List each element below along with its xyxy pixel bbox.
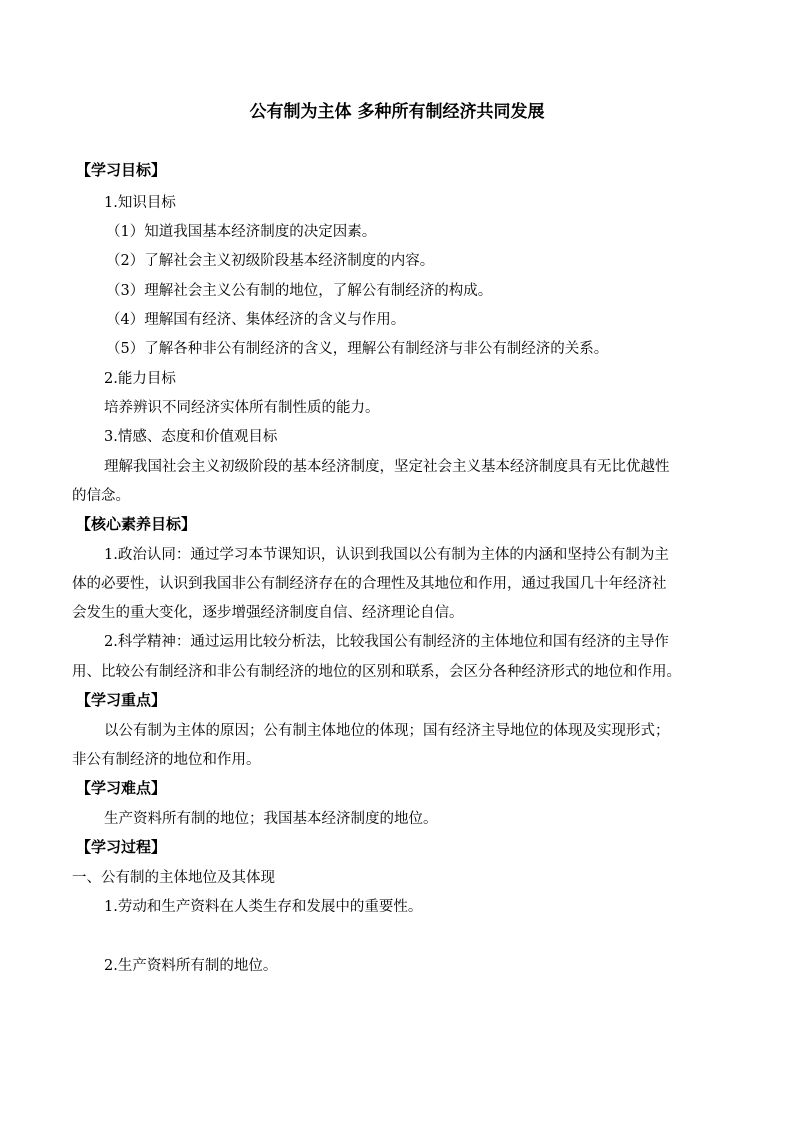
core-heading: 【核心素养目标】 — [76, 515, 197, 533]
emotion-goal: 3.情感、态度和价值观目标 — [104, 429, 278, 445]
key-line-1: 以公有制为主体的原因；公有制主体地位的体现；国有经济主导地位的体现及实现形式； — [104, 723, 670, 739]
ability-text: 培养辨识不同经济实体所有制性质的能力。 — [104, 400, 380, 416]
key-heading: 【学习重点】 — [76, 691, 167, 709]
part-1-heading: 一、公有制的主体地位及其体现 — [72, 870, 275, 886]
objectives-heading: 【学习目标】 — [76, 161, 167, 179]
knowledge-item-2: （2）了解社会主义初级阶段基本经济制度的内容。 — [106, 253, 435, 269]
document-title: 公有制为主体 多种所有制经济共同发展 — [249, 102, 545, 122]
knowledge-item-1: （1）知道我国基本经济制度的决定因素。 — [106, 224, 377, 240]
knowledge-item-4: （4）理解国有经济、集体经济的含义与作用。 — [106, 312, 406, 328]
difficult-text: 生产资料所有制的地位；我国基本经济制度的地位。 — [104, 811, 438, 827]
knowledge-goal: 1.知识目标 — [104, 195, 176, 211]
difficult-heading: 【学习难点】 — [76, 779, 167, 797]
knowledge-item-5: （5）了解各种非公有制经济的含义，理解公有制经济与非公有制经济的关系。 — [106, 341, 609, 357]
core-1-line-3: 会发生的重大变化，逐步增强经济制度自信、经济理论自信。 — [72, 605, 464, 621]
core-1-line-2: 体的必要性，认识到我国非公有制经济存在的合理性及其地位和作用，通过我国几十年经济社 — [72, 576, 667, 592]
process-item-1: 1.劳动和生产资料在人类生存和发展中的重要性。 — [104, 899, 423, 915]
core-2-line-1: 2.科学精神：通过运用比较分析法，比较我国公有制经济的主体地位和国有经济的主导作 — [104, 634, 669, 650]
core-1-line-1: 1.政治认同：通过学习本节课知识，认识到我国以公有制为主体的内涵和坚持公有制为主 — [104, 547, 669, 563]
core-2-line-2: 用、比较公有制经济和非公有制经济的地位的区别和联系，会区分各种经济形式的地位和作用。 — [72, 664, 681, 680]
knowledge-item-3: （3）理解社会主义公有制的地位，了解公有制经济的构成。 — [106, 283, 493, 299]
process-heading: 【学习过程】 — [76, 838, 167, 856]
emotion-text-line-1: 理解我国社会主义初级阶段的基本经济制度，坚定社会主义基本经济制度具有无比优越性 — [104, 459, 670, 475]
emotion-text-line-2: 的信念。 — [72, 488, 130, 504]
process-item-2: 2.生产资料所有制的地位。 — [104, 958, 278, 974]
ability-goal: 2.能力目标 — [104, 371, 176, 387]
key-line-2: 非公有制经济的地位和作用。 — [72, 752, 261, 768]
